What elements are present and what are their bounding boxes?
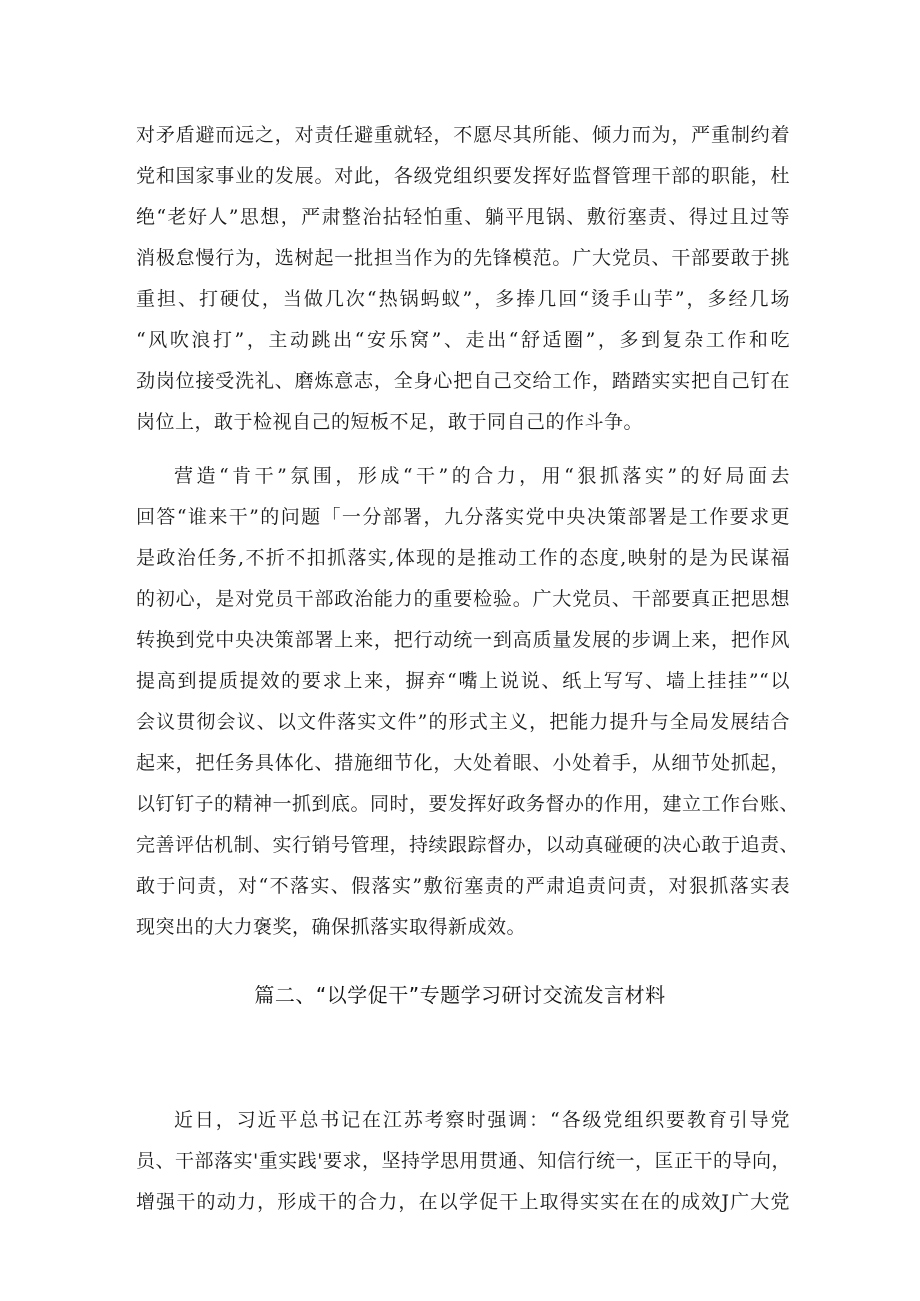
text-line: 完善评估机制、实行销号管理，持续跟踪督办，以动真碰硬的决心敢于追责、: [136, 834, 800, 856]
text-line: 劲岗位接受洗礼、磨炼意志，全身心把自己交给工作，踏踏实实把自己钉在: [136, 370, 790, 392]
text-line: 近日，习近平总书记在江苏考察时强调：“各级党组织要教育引导党: [174, 1109, 790, 1131]
text-line: 起来，把任务具体化、措施细节化，大处着眼、小处着手，从细节处抓起，: [136, 752, 790, 774]
text-line: 员、干部落实'重实践'要求，坚持学思用贯通、知信行统一，匡正干的导向，: [136, 1150, 791, 1172]
text-line: 营造“肯干”氛围，形成“干”的合力，用“狠抓落实”的好局面去: [174, 465, 790, 487]
text-line: 是政治任务,不折不扣抓落实,体现的是推动工作的态度,映射的是为民谋福: [136, 547, 790, 569]
text-line: 敢于问责，对“不落实、假落实”敷衍塞责的严肃追责问责，对狠抓落实表: [136, 875, 790, 897]
text-line: 消极怠慢行为，选树起一批担当作为的先锋模范。广大党员、干部要敢于挑: [136, 247, 790, 269]
section-heading: 篇二、“以学促干”专题学习研讨交流发言材料: [254, 983, 666, 1007]
text-line: “风吹浪打”，主动跳出“安乐窝”、走出“舒适圈”，多到复杂工作和吃: [136, 329, 790, 351]
text-line: 对矛盾避而远之，对责任避重就轻，不愿尽其所能、倾力而为，严重制约着: [136, 124, 790, 146]
text-line: 绝“老好人”思想，严肃整治拈轻怕重、躺平甩锅、敷衍塞责、得过且过等: [136, 206, 790, 228]
text-line: 的初心，是对党员干部政治能力的重要检验。广大党员、干部要真正把思想: [136, 588, 790, 610]
text-line: 以钉钉子的精神一抓到底。同时，要发挥好政务督办的作用，建立工作台账、: [136, 793, 800, 815]
text-line: 增强干的动力，形成干的合力，在以学促干上取得实实在在的成效J广大党: [136, 1191, 790, 1213]
text-line: 回答“谁来干”的问题「一分部署，九分落实党中央决策部署是工作要求更: [136, 506, 790, 528]
text-line: 会议贯彻会议、以文件落实文件”的形式主义，把能力提升与全局发展结合: [136, 711, 790, 733]
text-line: 岗位上，敢于检视自己的短板不足，敢于同自己的作斗争。: [136, 411, 644, 433]
text-line: 转换到党中央决策部署上来，把行动统一到高质量发展的步调上来，把作风: [136, 629, 790, 651]
text-line: 现突出的大力褒奖，确保抓落实取得新成效。: [136, 916, 527, 938]
text-line: 重担、打硬仗，当做几次“热锅蚂蚁”，多捧几回“烫手山芋”，多经几场: [136, 288, 790, 310]
text-line: 提高到提质提效的要求上来，摒弃“嘴上说说、纸上写写、墙上挂挂”“以: [136, 670, 790, 692]
text-line: 党和国家事业的发展。对此，各级党组织要发挥好监督管理干部的职能，杜: [136, 165, 790, 187]
